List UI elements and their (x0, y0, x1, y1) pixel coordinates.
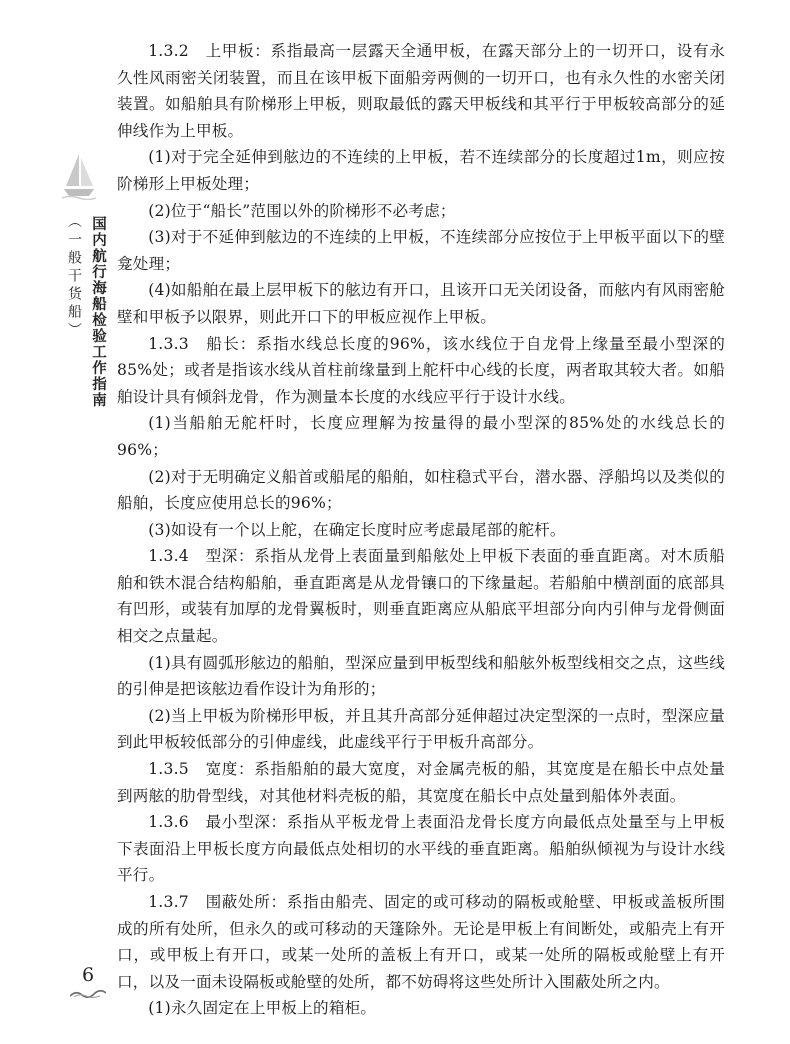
paragraph: (3)如设有一个以上舵，在确定长度时应考虑最尾部的舵杆。 (148, 520, 566, 539)
book-title: 国内航行海船检验工作指南 (90, 216, 106, 408)
paragraph: (2)位于“船长”范围以外的阶梯形不必考虑； (148, 201, 456, 220)
paragraph: (2)当上甲板为阶梯形甲板，并且其升高部分延伸超过决定型深的一点时，型深应量到此甲板较低部分的引伸虚线，此虚线平行于甲板升高部分。 (117, 706, 725, 752)
paragraph: 1.3.6 最小型深：系指从平板龙骨上表面沿龙骨长度方向最低点处量至与上甲板下表面沿上甲板长度方向最低点处相切的水平线的垂直距离。船舶纵倾视为与设计水线平行。 (117, 813, 725, 885)
paragraph: 1.3.4 型深：系指从龙骨上表面量到船舷处上甲板下表面的垂直距离。对木质船舶和铁木混合结构船舶，垂直距离是从龙骨镶口的下缘量起。若船舶中横剖面的底部具有凹形，或装有加厚的龙骨翼板时，则垂直距离应从船底平坦部分向内引伸与龙骨侧面相交之点量起。 (117, 547, 725, 646)
paragraph: (4)如船舶在最上层甲板下的舷边有开口，且该开口无关闭设备，而舷内有风雨密舱壁和甲板予以限界，则此开口下的甲板应视作上甲板。 (117, 281, 725, 326)
paragraph: (1)对于完全延伸到舷边的不连续的上甲板，若不连续部分的长度超过1m，则应按阶梯形上甲板处理； (117, 148, 725, 193)
sidebar-decoration (62, 152, 104, 200)
sailboat-icon (62, 152, 96, 200)
body-text (117, 38, 725, 1022)
paragraph: (2)对于无明确定义船首或船尾的船舶，如柱稳式平台，潜水器、浮船坞以及类似的船舶，长度应使用总长的96%； (117, 467, 725, 513)
book-subtitle: （一般干货船） (66, 214, 82, 340)
wave-icon (70, 988, 106, 998)
paragraph: (1)当船舶无舵杆时，长度应理解为按量得的最小型深的85%处的水线总长的96%； (117, 414, 725, 459)
paragraph: (3)对于不延伸到舷边的不连续的上甲板，不连续部分应按位于上甲板平面以下的壁龛处理； (117, 228, 725, 273)
page-number: 6 (82, 964, 95, 986)
paragraph: (1)永久固定在上甲板上的箱柜。 (148, 999, 377, 1018)
paragraph: 1.3.7 围蔽处所：系指由船壳、固定的或可移动的隔板或舱壁、甲板或盖板所围成的所有处所，但永久的或可移动的天篷除外。无论是甲板上有间断处，或船壳上有开口，或甲板上有开口，或某一处所的盖板上有开口，或某一处所的隔板或舱壁上有开口，以及一面未设隔板或舱壁的处所，都不妨碍将这些处所计入围蔽处所之内。 (117, 893, 725, 991)
paragraph: 1.3.3 船长：系指水线总长度的96%，该水线位于自龙骨上缘量至最小型深的85%处；或者是指该水线从首柱前缘量到上舵杆中心线的长度，两者取其较大者。如船舶设计具有倾斜龙骨，作为测量本长度的水线应平行于设计水线。 (117, 334, 725, 406)
paragraph: (1)具有圆弧形舷边的船舶，型深应量到甲板型线和船舷外板型线相交之点，这些线的引伸是把该舷边看作设计为角形的； (117, 653, 725, 699)
paragraph: 1.3.2 上甲板：系指最高一层露天全通甲板，在露天部分上的一切开口，设有永久性风雨密关闭装置，而且在该甲板下面船旁两侧的一切开口，也有永久性的水密关闭装置。如船舶具有阶梯形上甲板，则取最低的露天甲板线和其平行于甲板较高部分的延伸线作为上甲板。 (117, 42, 725, 140)
paragraph: 1.3.5 宽度：系指船舶的最大宽度，对金属壳板的船，其宽度是在船长中点处量到两舷的肋骨型线，对其他材料壳板的船，其宽度在船长中点处量到船体外表面。 (117, 760, 725, 805)
